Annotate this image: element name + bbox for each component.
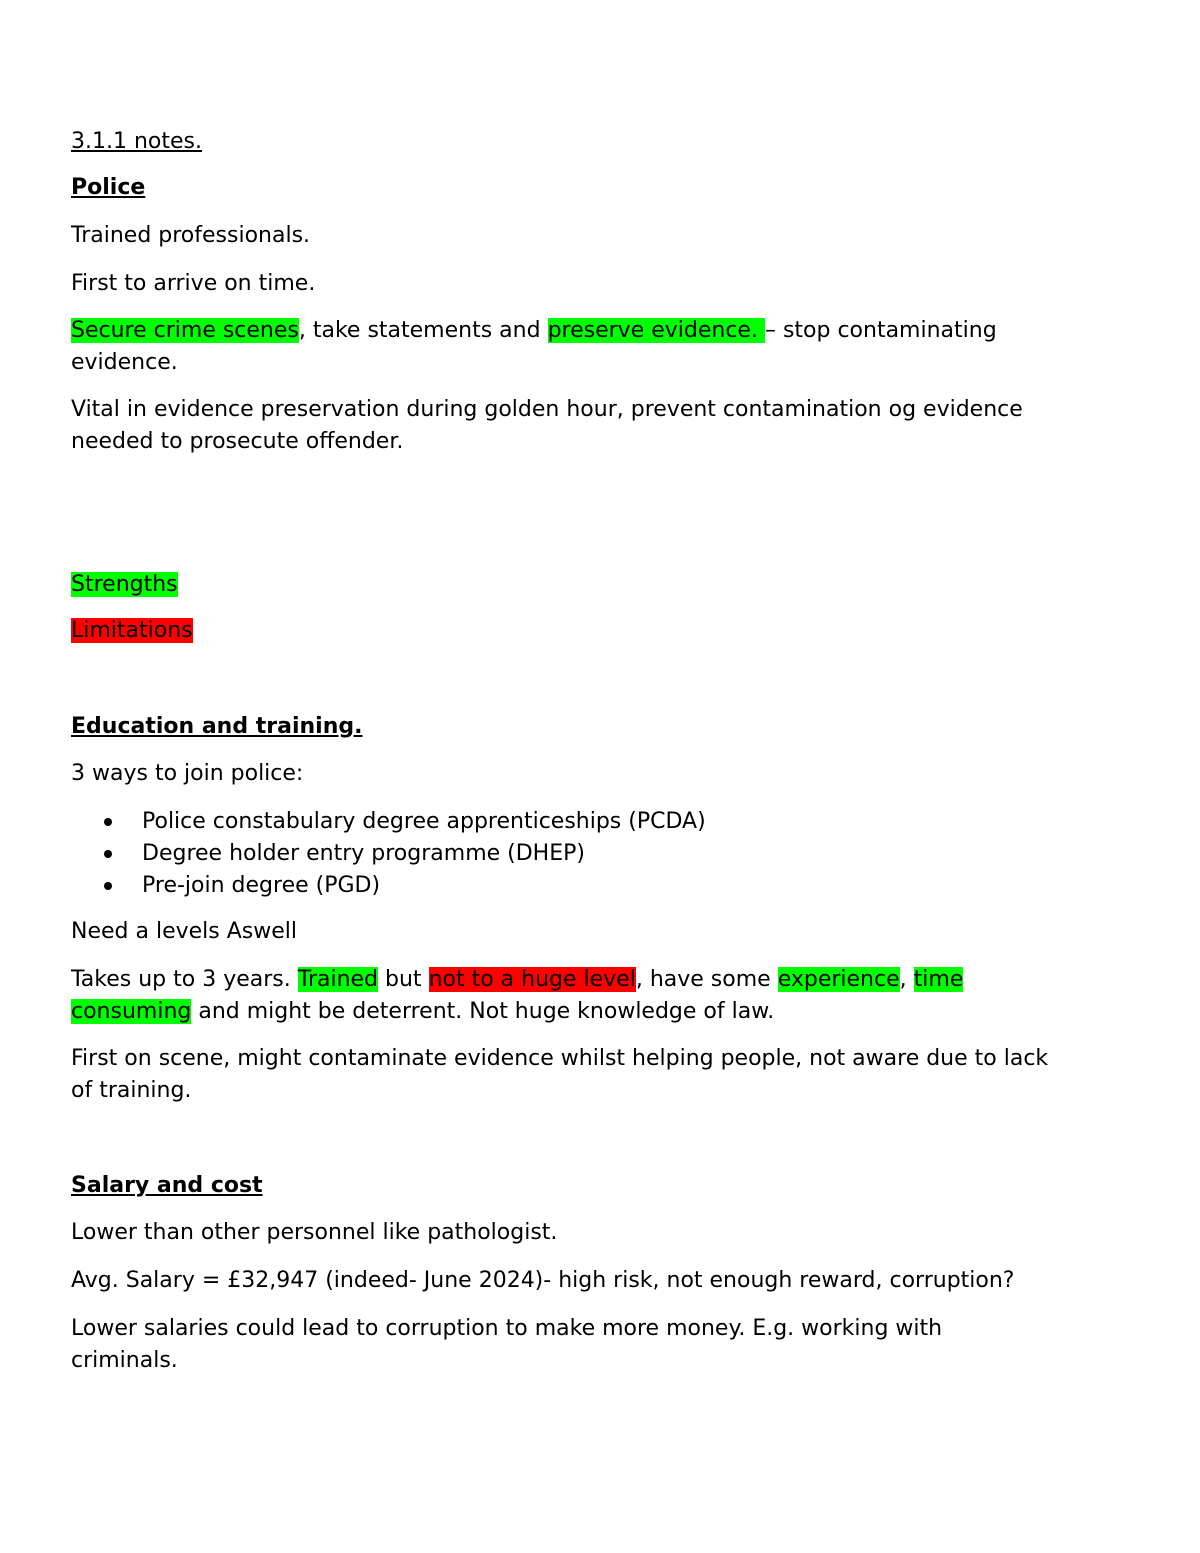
text-run: and might be deterrent. Not huge knowledge of law. [191,999,775,1024]
text-run: , have some [635,967,778,992]
police-line-trained: Trained professionals. [71,223,311,248]
bullet-icon [104,882,112,890]
highlight-strength: consuming [71,999,192,1024]
education-intro: 3 ways to join police: [71,761,304,786]
list-item-text: Police constabulary degree apprenticeships (PCDA) [142,809,706,834]
police-section-title: Police [71,175,146,200]
legend-strengths [71,569,178,601]
salary-section-title: Salary and cost [71,1173,263,1198]
text-run: Takes up to 3 years. [71,967,298,992]
list-item [71,838,706,870]
text-run: , [899,967,914,992]
highlight-strength: preserve evidence. [547,318,765,343]
education-first-line: First on scene, might contaminate evidence whilst helping people, not aware due to lack [71,1046,1049,1071]
highlight-limitation: not to a huge level [428,967,636,992]
highlight-limitation: Limitations [71,618,193,643]
highlight-strength: Strengths [71,572,178,597]
salary-line-avg: Avg. Salary = £32,947 (indeed- June 2024)- high risk, not enough reward, corruption? [71,1268,1015,1293]
education-takes-line [71,964,963,996]
list-item [71,806,706,838]
highlight-strength: Trained [297,967,379,992]
education-first-wrap: of training. [71,1078,192,1103]
highlight-strength: time [913,967,964,992]
salary-line-lower: Lower than other personnel like pathologist. [71,1220,558,1245]
police-line-first: First to arrive on time. [71,271,316,296]
list-item-text: Degree holder entry programme (DHEP) [142,841,585,866]
education-alevels: Need a levels Aswell [71,919,297,944]
notes-heading: 3.1.1 notes. [71,129,202,154]
text-run: – stop contaminating [764,318,997,343]
salary-line-corruption-wrap: criminals. [71,1348,178,1373]
join-routes-list [71,806,706,902]
legend-limitations [71,615,193,647]
police-line-vital-wrap: needed to prosecute offender. [71,429,404,454]
police-line-secure-wrap: evidence. [71,350,178,375]
education-takes-wrap [71,996,774,1028]
police-line-vital: Vital in evidence preservation during golden hour, prevent contamination og evidence [71,397,1023,422]
salary-line-corruption: Lower salaries could lead to corruption to make more money. E.g. working with [71,1316,943,1341]
list-item [71,870,706,902]
bullet-icon [104,850,112,858]
text-run: , take statements and [298,318,548,343]
highlight-strength: experience [777,967,900,992]
list-item-text: Pre-join degree (PGD) [142,873,381,898]
education-section-title: Education and training. [71,714,363,739]
bullet-icon [104,818,112,826]
police-line-secure [71,315,997,347]
text-run: but [378,967,429,992]
highlight-strength: Secure crime scenes [71,318,299,343]
